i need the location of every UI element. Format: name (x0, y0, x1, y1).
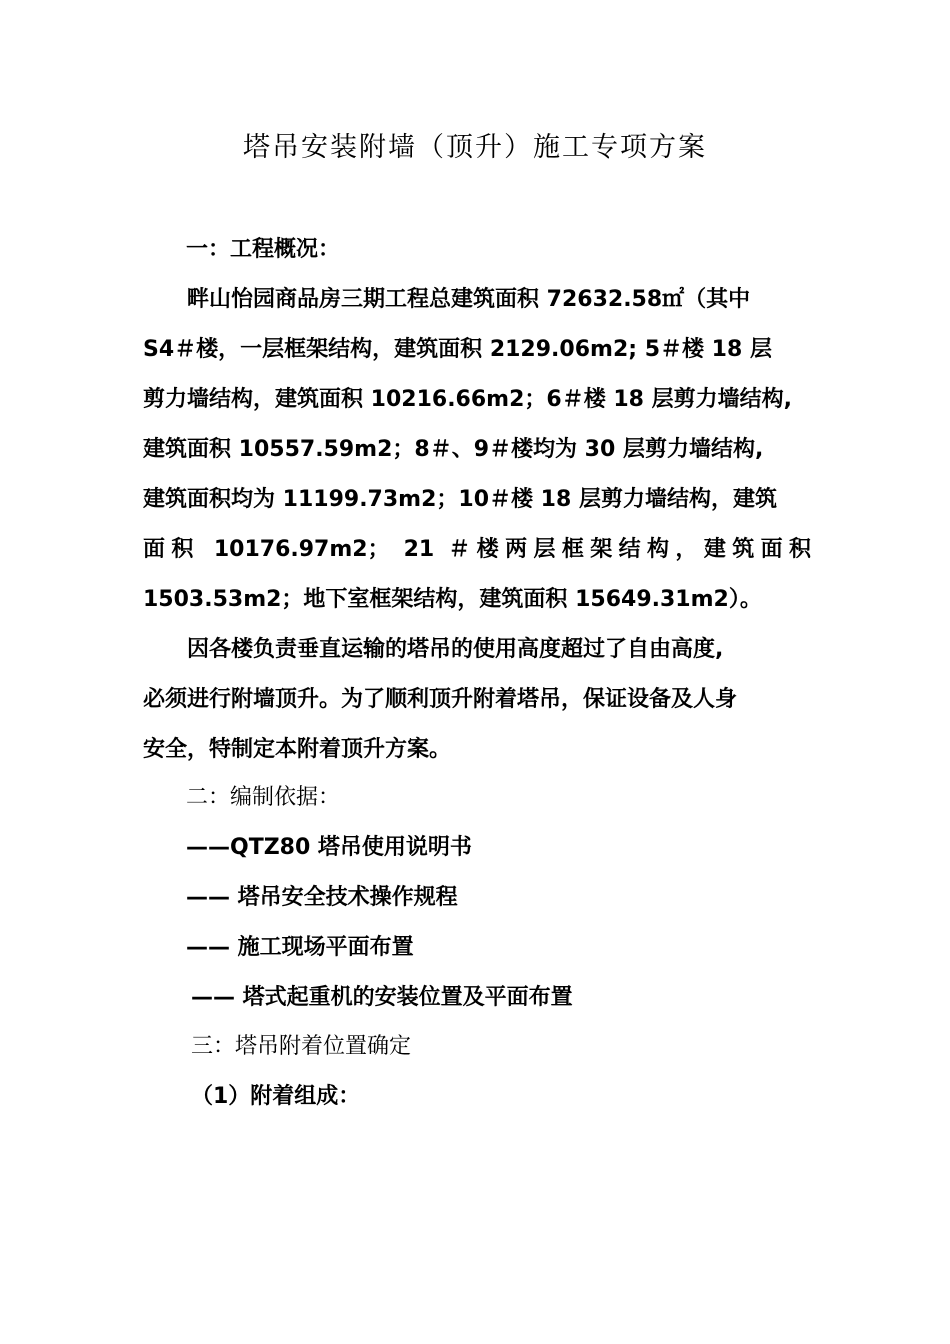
document-title: 塔吊安装附墙（顶升）施工专项方案 (243, 132, 707, 163)
basis-item: —— 施工现场平面布置 (186, 935, 414, 960)
basis-item: —— 塔吊安全技术操作规程 (186, 885, 458, 910)
paragraph-line: 建筑面积均为 11199.73m2；10＃楼 18 层剪力墙结构，建筑 (143, 487, 777, 512)
paragraph-line: 建筑面积 10557.59m2；8＃、9＃楼均为 30 层剪力墙结构, (143, 437, 764, 462)
section-1-heading: 一：工程概况： (186, 237, 341, 262)
section-3-heading: 三：塔吊附着位置确定 (191, 1034, 412, 1059)
section-1-paragraph-1 (143, 275, 811, 625)
section-2-heading: 二：编制依据： (186, 785, 341, 810)
paragraph-line: 1503.53m2；地下室框架结构，建筑面积 15649.31m2）。 (143, 587, 762, 612)
paragraph-line: 因各楼负责垂直运输的塔吊的使用高度超过了自由高度, (187, 637, 724, 662)
paragraph-line: 剪力墙结构，建筑面积 10216.66m2；6＃楼 18 层剪力墙结构, (143, 387, 793, 412)
section-1-paragraph-2 (143, 625, 811, 775)
basis-item: —— 塔式起重机的安装位置及平面布置 (191, 985, 573, 1010)
paragraph-line: 面积 10176.97m2； 21 ＃楼两层框架结构，建筑面积 (143, 537, 811, 562)
paragraph-line: 安全，特制定本附着顶升方案。 (143, 737, 452, 762)
paragraph-line: 畔山怡园商品房三期工程总建筑面积 72632.58㎡（其中 (187, 287, 751, 312)
section-3-subheading: （1）附着组成： (191, 1084, 361, 1109)
paragraph-line: 必须进行附墙顶升。为了顺利顶升附着塔吊，保证设备及人身 (143, 687, 738, 712)
paragraph-line: S4＃楼，一层框架结构，建筑面积 2129.06m2; 5＃楼 18 层 (143, 337, 772, 362)
basis-item: ——QTZ80 塔吊使用说明书 (186, 835, 472, 860)
